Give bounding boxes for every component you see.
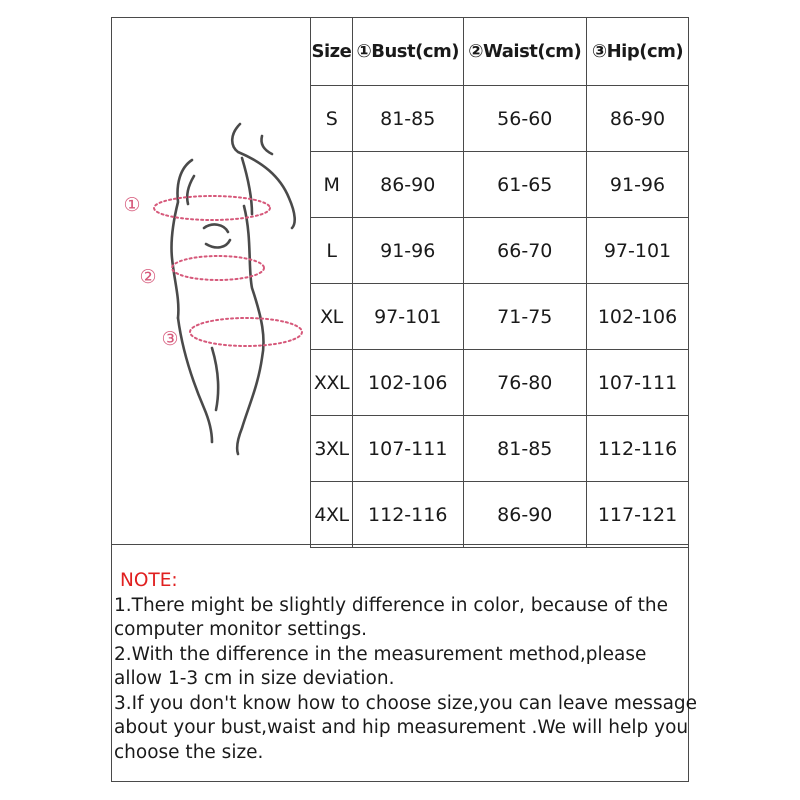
size-table (310, 18, 688, 548)
note-line: computer monitor settings. (114, 619, 368, 640)
bust-cell: 112-116 (352, 482, 463, 548)
note-title: NOTE: (120, 570, 178, 591)
notes-section (112, 544, 698, 781)
bust-cell: 97-101 (352, 284, 463, 350)
table-row (311, 86, 689, 152)
note-line: allow 1-3 cm in size deviation. (114, 668, 395, 689)
marker-hip: ③ (161, 328, 179, 350)
note-line: choose the size. (114, 741, 264, 763)
header-waist: ②Waist(cm) (463, 18, 586, 86)
hip-cell: 102-106 (587, 284, 688, 350)
size-cell: 3XL (311, 416, 353, 482)
table-header-row (311, 18, 689, 86)
body-silhouette-illustration (112, 18, 310, 544)
marker-waist: ② (139, 266, 157, 288)
waist-cell: 76-80 (463, 350, 586, 416)
waist-cell: 61-65 (463, 152, 586, 218)
note-line: 3.If you don't know how to choose size,you can leave message (114, 692, 698, 714)
waist-cell: 81-85 (463, 416, 586, 482)
header-bust: ①Bust(cm) (352, 18, 463, 86)
size-cell: XL (311, 284, 353, 350)
table-row (311, 152, 689, 218)
hip-cell: 91-96 (587, 152, 688, 218)
note-line: 1.There might be slightly difference in color, because of the (114, 594, 669, 616)
table-row (311, 218, 689, 284)
waist-cell: 71-75 (463, 284, 586, 350)
size-cell: S (311, 86, 353, 152)
marker-bust: ① (123, 194, 141, 216)
hip-cell: 107-111 (587, 350, 688, 416)
table-row (311, 416, 689, 482)
size-cell: 4XL (311, 482, 353, 548)
table-row (311, 284, 689, 350)
header-hip: ③Hip(cm) (587, 18, 688, 86)
bust-cell: 86-90 (352, 152, 463, 218)
size-cell: M (311, 152, 353, 218)
size-cell: L (311, 218, 353, 284)
bust-cell: 102-106 (352, 350, 463, 416)
bust-cell: 107-111 (352, 416, 463, 482)
note-line: about your bust,waist and hip measurement .We will help you (114, 717, 689, 738)
hip-cell: 112-116 (587, 416, 688, 482)
size-cell: XXL (311, 350, 353, 416)
size-chart-sheet (111, 17, 698, 782)
bust-cell: 91-96 (352, 218, 463, 284)
hip-cell: 86-90 (587, 86, 688, 152)
waist-cell: 56-60 (463, 86, 586, 152)
bust-cell: 81-85 (352, 86, 463, 152)
table-row (311, 482, 689, 548)
hip-cell: 117-121 (587, 482, 688, 548)
waist-cell: 86-90 (463, 482, 586, 548)
note-line: 2.With the difference in the measurement method,please (114, 643, 647, 665)
table-row (311, 350, 689, 416)
header-size: Size (311, 18, 353, 86)
hip-cell: 97-101 (587, 218, 688, 284)
body-measurement-figure (112, 18, 310, 544)
waist-cell: 66-70 (463, 218, 586, 284)
